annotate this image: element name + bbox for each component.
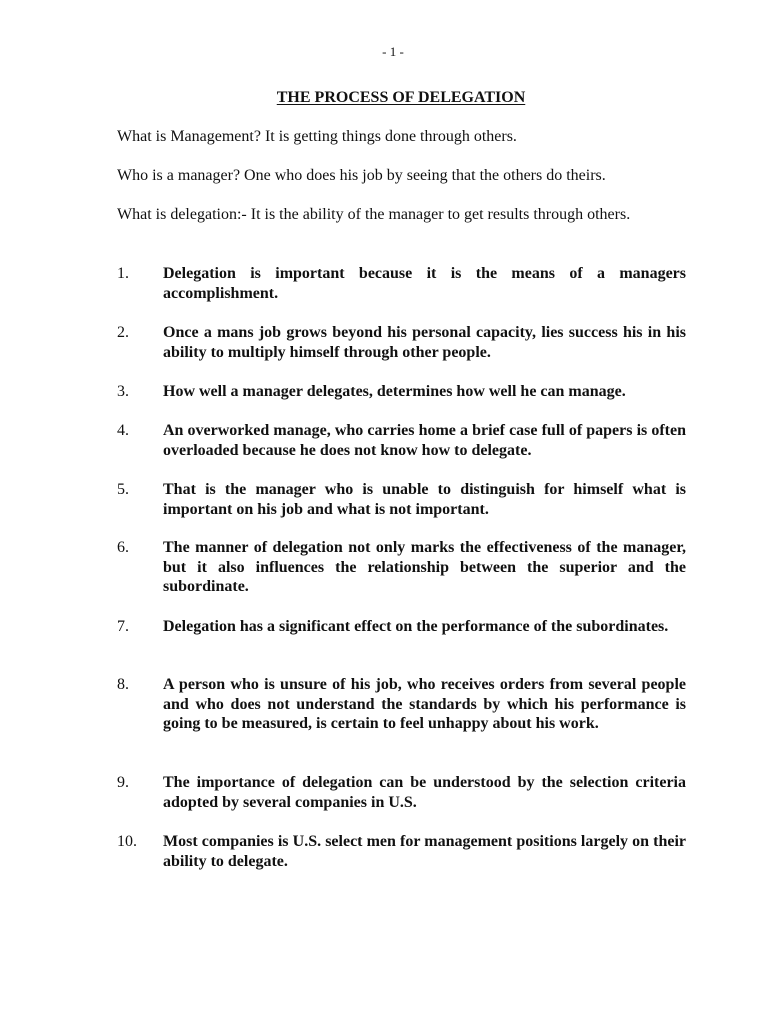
list-item-text: A person who is unsure of his job, who receives orders from several people and who does not understand the standards by which his performance is going to be measured, is certain to feel unhappy about his work. bbox=[163, 676, 686, 732]
list-item-text: Most companies is U.S. select men for management positions largely on their ability to delegate. bbox=[163, 833, 686, 870]
page-number: - 1 - bbox=[382, 44, 404, 59]
intro-paragraph-delegation: What is delegation:- It is the ability of the manager to get results through others. bbox=[117, 206, 631, 223]
page-title: THE PROCESS OF DELEGATION bbox=[276, 89, 526, 106]
list-item-number: 9. bbox=[117, 774, 129, 791]
list-item-text: How well a manager delegates, determines how well he can manage. bbox=[163, 383, 626, 400]
list-item-number: 8. bbox=[117, 676, 129, 693]
list-item-text: The importance of delegation can be understood by the selection criteria adopted by several companies in U.S. bbox=[163, 774, 686, 811]
list-item-number: 3. bbox=[117, 383, 129, 400]
list-item-text: Delegation has a significant effect on the performance of the subordinates. bbox=[163, 618, 669, 635]
intro-paragraph-management: What is Management? It is getting things done through others. bbox=[117, 128, 517, 145]
list-item-text: That is the manager who is unable to distinguish for himself what is important on his job and what is not important. bbox=[163, 481, 686, 518]
intro-paragraph-manager: Who is a manager? One who does his job by seeing that the others do theirs. bbox=[117, 167, 606, 184]
list-item-text: An overworked manage, who carries home a brief case full of papers is often overloaded because he does not know how to delegate. bbox=[163, 422, 686, 459]
list-item-text: Once a mans job grows beyond his personal capacity, lies success his in his ability to multiply himself through other people. bbox=[163, 324, 686, 361]
list-item-number: 2. bbox=[117, 324, 129, 341]
list-item-number: 4. bbox=[117, 422, 129, 439]
list-item-text: The manner of delegation not only marks the effectiveness of the manager, but it also influences the relationship between the superior and the subordinate. bbox=[163, 539, 686, 595]
list-item-number: 5. bbox=[117, 481, 129, 498]
list-item-number: 10. bbox=[117, 833, 137, 850]
list-item-number: 1. bbox=[117, 265, 129, 282]
list-item-number: 6. bbox=[117, 539, 129, 556]
list-item-text: Delegation is important because it is the means of a managers accomplishment. bbox=[163, 265, 686, 302]
list-item-number: 7. bbox=[117, 618, 129, 635]
